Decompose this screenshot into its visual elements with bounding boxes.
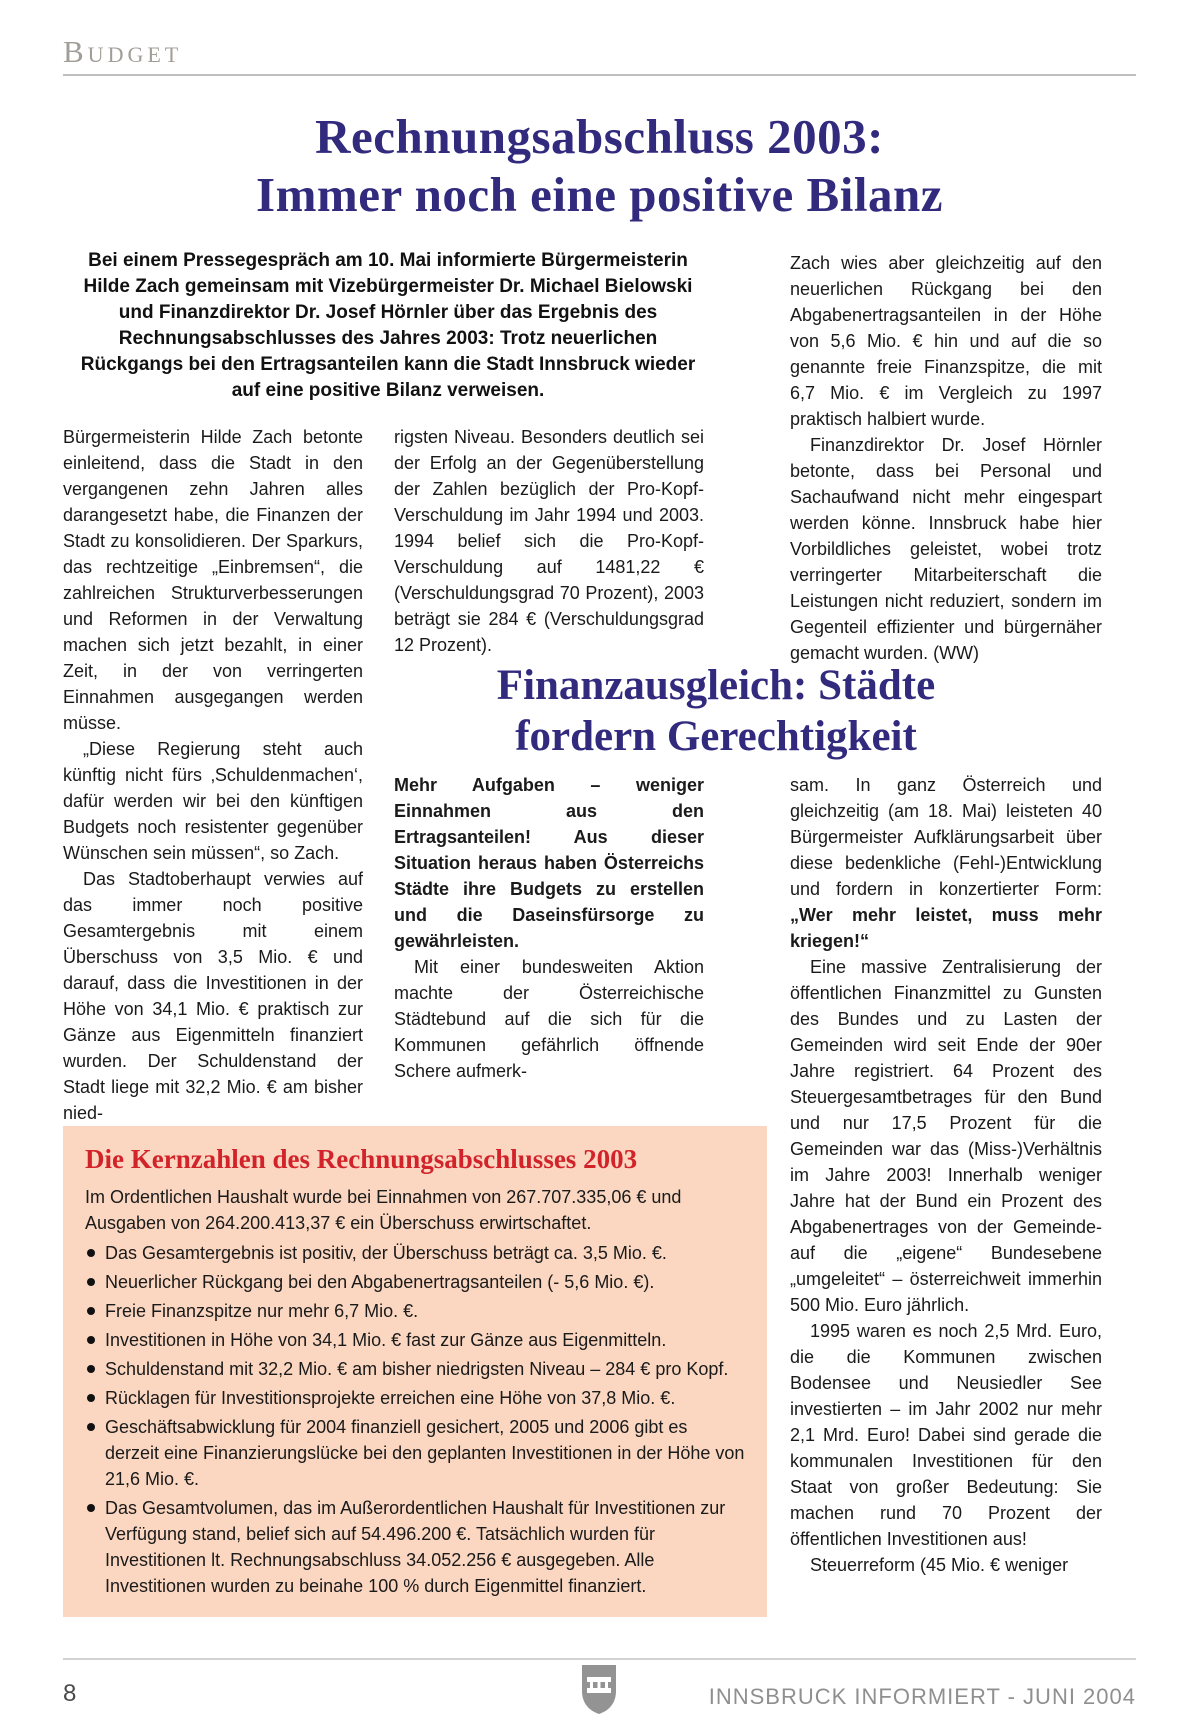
article1-col3-paragraph-2: Finanzdirektor Dr. Josef Hörnler betonte, dass bei Personal und Sachaufwand nicht mehr eingespart werden könne. Innsbruck habe hier Vorbildliches geleistet, wobei trotz verringerter Mitarbeiterschaft die Leistungen nicht reduziert, sondern im Gegenteil effizienter und bürgernäher gemacht wurden. (WW) [790,435,1102,663]
article2-right-paragraph-4: Steuerreform (45 Mio. € weniger [810,1555,1069,1575]
section-label: Budget [63,34,183,69]
header-rule [63,74,1136,76]
article1-col2-paragraph-1: rigsten Niveau. Besonders deutlich sei der Erfolg an der Gegenüberstellung der Zahlen bezüglich der Pro-Kopf-Verschuldung im Jahr 1994 und 2003. 1994 belief sich die Pro-Kopf-Verschuldung auf 1481,22 € (Verschuldungsgrad 70 Prozent), 2003 beträgt sie 284 € (Verschuldungsgrad 12 Prozent). [394,427,704,655]
key-figure-item: Geschäftsabwicklung für 2004 finanziell gesichert, 2005 und 2006 gibt es derzeit eine Finanzierungslücke bei den geplanten Investitionen in der Höhe von 21,6 Mio. €. [85,1414,745,1492]
article2-lead: Mehr Aufgaben – weniger Einnahmen aus den Ertragsanteilen! Aus dieser Situation heraus haben Österreichs Städte ihre Budgets zu erstellen und die Daseinsfürsorge zu gewährleisten. [394,775,704,951]
key-figure-item: Neuerlicher Rückgang bei den Abgabenertragsanteilen (- 5,6 Mio. €). [85,1269,745,1295]
page-number: 8 [63,1680,77,1707]
key-figures-title: Die Kernzahlen des Rechnungsabschlusses 2003 [85,1144,638,1174]
key-figures-intro: Im Ordentlichen Haushalt wurde bei Einnahmen von 267.707.335,06 € und Ausgaben von 264.200.413,37 € ein Überschuss erwirtschaftet. [85,1187,682,1233]
article1-lead: Bei einem Pressegespräch am 10. Mai informierte Bürgermeisterin Hilde Zach gemeinsam mit Vizebürgermeister Dr. Michael Bielowski und Finanzdirektor Dr. Josef Hörnler über das Ergebnis des Rechnungsabschlusses des Jahres 2003: Trotz neuerlichen Rückgangs bei den Ertragsanteilen kann die Stadt Innsbruck wieder auf eine positive Bilanz verweisen. [80,250,696,401]
article2-right-paragraph-3: 1995 waren es noch 2,5 Mrd. Euro, die die Kommunen zwischen Bodensee und Neusiedler See investierten – im Jahr 2002 nur mehr 2,1 Mrd. Euro! Dabei sind gerade die kommunalen Investitionen für den Staat von großer Bedeutung: Sie machen rund 70 Prozent der öffentlichen Investitionen aus! [790,1321,1102,1549]
key-figure-item: Schuldenstand mit 32,2 Mio. € am bisher niedrigsten Niveau – 284 € pro Kopf. [85,1356,745,1382]
article2-title [394,660,1038,762]
magazine-name: INNSBRUCK INFORMIERT - JUNI 2004 [708,1684,1136,1709]
key-figure-item: Das Gesamtergebnis ist positiv, der Überschuss beträgt ca. 3,5 Mio. €. [85,1240,745,1266]
key-figure-item: Investitionen in Höhe von 34,1 Mio. € fast zur Gänze aus Eigenmitteln. [85,1327,745,1353]
article1-title-line1: Rechnungsabschluss 2003: [315,109,884,164]
article1-column1 [63,424,363,1126]
key-figures-list [85,1240,745,1599]
article1-column2 [394,424,704,658]
article2-left-paragraph-2: Mit einer bundesweiten Aktion machte der Österreichische Städtebund auf die sich für die Kommunen gefährlich öffnende Schere aufmerk- [394,957,704,1081]
key-figure-item: Freie Finanzspitze nur mehr 6,7 Mio. €. [85,1298,745,1324]
article1-column3 [790,250,1102,666]
key-figure-item: Das Gesamtvolumen, das im Außerordentlichen Haushalt für Investitionen zur Verfügung stand, belief sich auf 54.496.200 €. Tatsächlich wurden für Investitionen lt. Rechnungsabschluss 34.052.256 € ausgegeben. Alle Investitionen wurden zu beinahe 100 % durch Eigenmittel finanziert. [85,1495,745,1599]
innsbruck-coat-of-arms-logo [577,1662,621,1721]
article2-right-column [790,772,1102,1578]
key-figure-item: Rücklagen für Investitionsprojekte erreichen eine Höhe von 37,8 Mio. €. [85,1385,745,1411]
article1-title [63,108,1136,224]
article2-right-p1-text: sam. In ganz Österreich und gleichzeitig (am 18. Mai) leisteten 40 Bürgermeister Aufklärungsarbeit über diese bedenkliche (Fehl-)Entwicklung und fordern in konzertierter Form: [790,775,1102,899]
article2-title-line1: Finanzausgleich: Städte [496,662,936,709]
article1-title-line2: Immer noch eine positive Bilanz [256,167,943,222]
article2-right-p1-quote: „Wer mehr leistet, muss mehr kriegen!“ [790,905,1102,951]
article2-title-line2: fordern Gerechtigkeit [515,713,917,760]
crest-icon [577,1662,621,1716]
article2-right-paragraph-2: Eine massive Zentralisierung der öffentlichen Finanzmittel zu Gunsten des Bundes und zu Lasten der Gemeinden wird seit Ende der 90er Jahre registriert. 64 Prozent des Steuergesamtbetrages für den Bund und nur 17,5 Prozent für die Gemeinden war das (Miss-)Verhältnis im Jahre 2003! Innerhalb weniger Jahre hat der Bund ein Prozent des Abgabenertrages von der Gemeinde- auf die „eigene“ Bundesebene „umgeleitet“ – österreichweit immerhin 500 Mio. Euro jährlich. [790,957,1102,1315]
article1-col1-paragraph-2: „Diese Regierung steht auch künftig nicht fürs ‚Schuldenmachen‘, dafür werden wir bei den künftigen Budgets noch resistenter gegenüber Wünschen sein müssen“, so Zach. [63,739,363,863]
article2-right-paragraph-1 [790,772,1102,954]
article1-col3-paragraph-1: Zach wies aber gleichzeitig auf den neuerlichen Rückgang bei den Abgabenertragsanteilen in der Höhe von 5,6 Mio. € hin und auf die so genannte freie Finanzspitze, die mit 6,7 Mio. € im Vergleich zu 1997 praktisch halbiert wurde. [790,253,1102,429]
article1-col1-paragraph-3: Das Stadtoberhaupt verwies auf das immer noch positive Gesamtergebnis mit einem Überschuss von 3,5 Mio. € und darauf, dass die Investitionen in der Höhe von 34,1 Mio. € praktisch zur Gänze aus Eigenmitteln finanziert wurden. Der Schuldenstand der Stadt liege mit 32,2 Mio. € am bisher nied- [63,869,363,1123]
article1-col1-paragraph-1: Bürgermeisterin Hilde Zach betonte einleitend, dass die Stadt in den vergangenen zehn Jahren alles darangesetzt habe, die Finanzen der Stadt zu konsolidieren. Der Sparkurs, das rechtzeitige „Einbremsen“, die zahlreichen Strukturverbesserungen und Reformen in der Verwaltung machen sich jetzt bezahlt, in einer Zeit, in der von verringerten Einnahmen ausgegangen werden müsse. [63,427,363,733]
footer-rule [63,1658,1136,1660]
key-figures-box [63,1126,767,1617]
article2-left-column [394,772,704,1084]
